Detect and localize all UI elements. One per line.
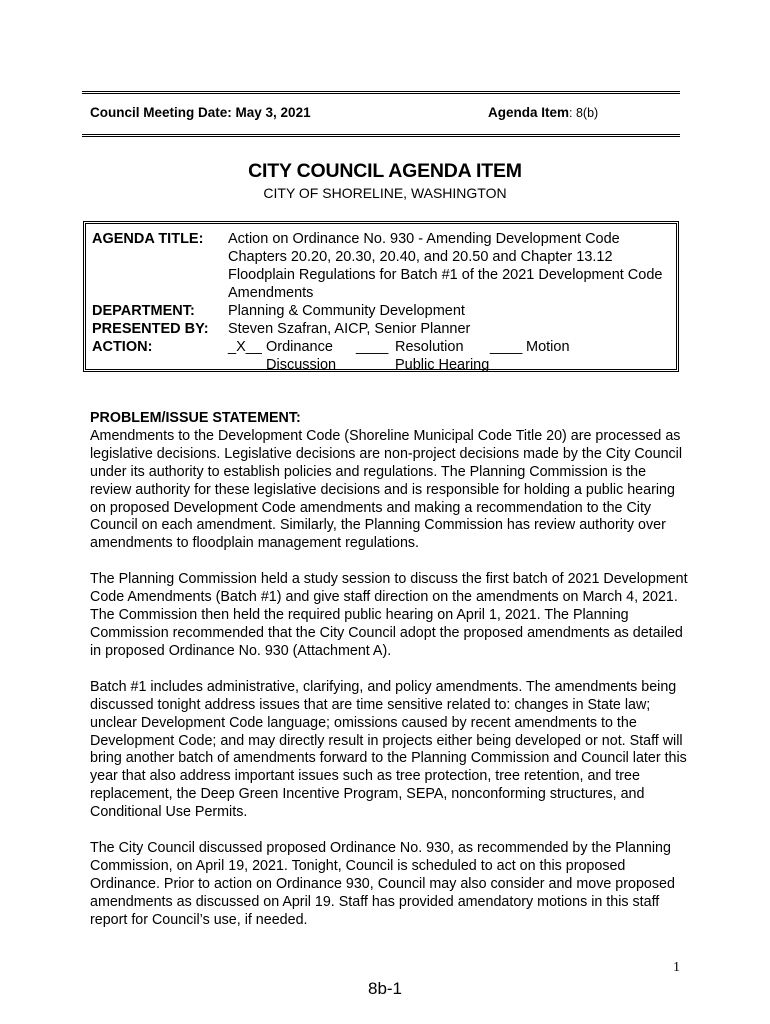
action-label: ACTION: <box>92 339 153 355</box>
paragraph-2: The Planning Commission held a study session to discuss the first batch of 2021 Development Code Amendments (Batch #1) and give staff direction on the amendments on March 4, 2021. The Commission then held the required public hearing on April 1, 2021. The Planning Commission recommended that the City Council adopt the proposed amendments as detailed in proposed Ordinance No. 930 (Attachment A). <box>90 571 688 659</box>
problem-statement <box>90 410 690 948</box>
paragraph-4: The City Council discussed proposed Ordinance No. 930, as recommended by the Planning Commission, on April 19, 2021. Tonight, Council is scheduled to act on this proposed Ordinance. Prior to action on Ordinance 930, Council may also consider and move proposed amendments as discussed on April 19. Staff has provided amendatory motions in this staff report for Council’s use, if needed. <box>90 840 675 928</box>
paragraph-3: Batch #1 includes administrative, clarifying, and policy amendments. The amendments being discussed tonight address issues that are time sensitive related to: changes in State law; unclear Development Code language; omissions caused by recent amendments to the Development Code; and may directly result in projects either being developed or not. Staff will bring another batch of amendments forward to the Planning Commission and Council later this year that also address important issues such as tree protection, tree retention, and tree replacement, the Deep Green Incentive Program, SEPA, nonconforming structures, and Conditional Use Permits. <box>90 678 687 821</box>
problem-heading: PROBLEM/ISSUE STATEMENT: <box>90 410 301 426</box>
action-motion-mark: ____ <box>490 339 523 355</box>
agenda-title-line-1: Action on Ordinance No. 930 - Amending Development Code <box>228 231 620 247</box>
agenda-title-line-3: Floodplain Regulations for Batch #1 of the 2021 Development Code <box>228 267 663 283</box>
department-label: DEPARTMENT: <box>92 303 195 319</box>
department-value: Planning & Community Development <box>228 303 465 319</box>
agenda-title-label: AGENDA TITLE: <box>92 231 204 247</box>
agenda-item-label: Agenda Item <box>488 105 570 120</box>
action-hearing-mark: ____ <box>356 357 389 373</box>
action-ordinance-mark: _X__ <box>228 339 262 355</box>
header-rule <box>82 134 680 137</box>
agenda-title-line-4: Amendments <box>228 285 314 301</box>
page-subtitle: CITY OF SHORELINE, WASHINGTON <box>263 185 507 201</box>
page-number: 1 <box>673 960 680 975</box>
top-rule <box>82 91 680 94</box>
action-discussion: Discussion <box>266 357 337 373</box>
action-resolution-mark: ____ <box>356 339 389 355</box>
agenda-title-line-2: Chapters 20.20, 20.30, 20.40, and 20.50 and Chapter 13.12 <box>228 249 613 265</box>
presented-by-label: PRESENTED BY: <box>92 321 209 337</box>
action-resolution: Resolution <box>395 339 464 355</box>
meeting-date-label: Council Meeting Date: <box>90 105 232 120</box>
meeting-date <box>90 105 311 120</box>
page-title: CITY COUNCIL AGENDA ITEM <box>248 160 522 182</box>
agenda-item <box>488 105 598 120</box>
agenda-item-value: : 8(b) <box>569 106 599 120</box>
action-motion: Motion <box>526 339 570 355</box>
action-ordinance: Ordinance <box>266 339 333 355</box>
meeting-date-value: May 3, 2021 <box>235 105 311 120</box>
agenda-info-box <box>83 221 679 372</box>
footer-label: 8b-1 <box>367 979 403 998</box>
paragraph-1: Amendments to the Development Code (Shoreline Municipal Code Title 20) are processed as legislative decisions. Legislative decisions are non-project decisions made by the City Council under its authority to establish policies and regulations. The Planning Commission is the review authority for these legislative decisions and is responsible for holding a public hearing on proposed Development Code amendments and making a recommendation to the City Council on each amendment. Similarly, the Planning Commission has review authority over amendments to floodplain management regulations. <box>90 427 683 552</box>
action-hearing: Public Hearing <box>395 357 490 373</box>
presented-by-value: Steven Szafran, AICP, Senior Planner <box>228 321 471 337</box>
action-discussion-mark: ____ <box>228 357 261 373</box>
